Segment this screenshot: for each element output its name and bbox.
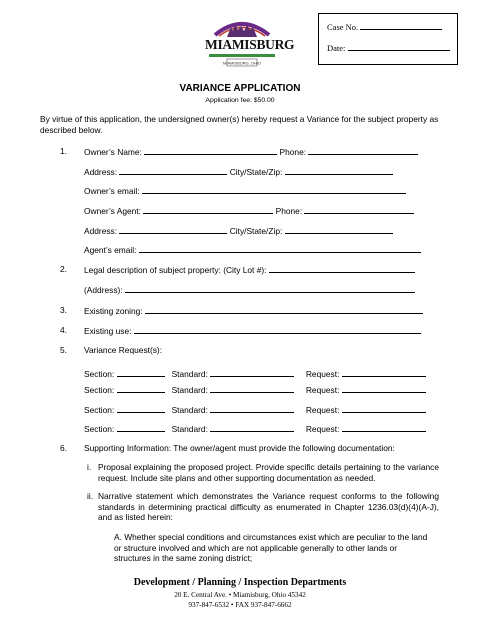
owner-phone-label: Phone: [279, 147, 307, 157]
standard-field[interactable] [210, 368, 294, 377]
section-field[interactable] [117, 423, 165, 432]
owner-email-label: Owner’s email: [84, 186, 140, 196]
case-number-field[interactable] [360, 20, 442, 30]
section-label: Section: [84, 424, 115, 434]
agent-address-label: Address: [84, 226, 118, 236]
agent-city-field[interactable] [285, 225, 393, 234]
legal-description-label: Legal description of subject property: (City Lot #): [84, 265, 267, 275]
existing-zoning-field[interactable] [145, 305, 423, 314]
owner-address-label: Address: [84, 167, 118, 177]
standard-field[interactable] [210, 404, 294, 413]
supporting-heading: Supporting Information: The owner/agent must provide the following documentation: [84, 443, 395, 453]
owner-email-field[interactable] [142, 185, 406, 194]
owner-agent-field[interactable] [143, 205, 273, 214]
agent-address-row [84, 225, 393, 236]
request-field[interactable] [342, 368, 426, 377]
agent-row [84, 205, 414, 216]
item-number-5: 5. [60, 345, 67, 355]
standard-label: Standard: [171, 385, 208, 395]
owner-agent-label: Owner’s Agent: [84, 206, 141, 216]
standard-a-text: A. Whether special conditions and circumstances exist which are peculiar to the land or structure involved and which are not applicable generally to other lands or structures in the same zoning district; [114, 532, 428, 563]
standard-field[interactable] [210, 423, 294, 432]
variance-row [84, 404, 426, 415]
sub-item-ii-text: Narrative statement which demonstrates the Variance request conforms to the following standards in determining practical difficulty as enumerated in Chapter 1236.03(d)(4)(A-J), and as listed herein: [98, 491, 439, 522]
request-label: Request: [305, 424, 340, 434]
application-fee: Application fee: $50.00 [205, 97, 275, 104]
agent-address-field[interactable] [119, 225, 227, 234]
case-info-box [318, 13, 458, 65]
standard-label: Standard: [171, 405, 208, 415]
request-field[interactable] [342, 404, 426, 413]
property-address-row [84, 284, 415, 295]
sub-item-ii-number: ii. [87, 491, 94, 501]
owner-city-field[interactable] [285, 166, 393, 175]
request-field[interactable] [342, 384, 426, 393]
agent-email-field[interactable] [139, 244, 421, 253]
owner-phone-field[interactable] [308, 146, 418, 155]
footer-phone-fax: 937-847-6532 • FAX 937-847-6662 [188, 601, 292, 609]
case-number-label: Case No. [327, 22, 359, 32]
item-number-2: 2. [60, 264, 67, 274]
city-lot-field[interactable] [269, 264, 415, 273]
owner-name-label: Owner’s Name: [84, 147, 142, 157]
variance-row [84, 368, 426, 379]
date-label: Date: [327, 43, 346, 53]
miamisburg-logo [205, 15, 295, 69]
existing-zoning-label: Existing zoning: [84, 306, 143, 316]
owner-address-field[interactable] [119, 166, 227, 175]
property-address-field[interactable] [125, 284, 415, 293]
section-label: Section: [84, 405, 115, 415]
section-field[interactable] [117, 404, 165, 413]
existing-use-label: Existing use: [84, 326, 132, 336]
owner-name-row [84, 146, 418, 157]
sub-item-i-number: i. [87, 462, 92, 472]
variance-requests-label: Variance Request(s): [84, 345, 163, 355]
property-address-label: (Address): [84, 285, 123, 295]
logo-green-band [209, 54, 275, 57]
footer-address: 20 E. Central Ave. • Miamisburg, Ohio 45342 [174, 591, 306, 599]
existing-zoning-row [84, 305, 423, 316]
logo-text: MIAMISBURG [205, 37, 295, 52]
section-field[interactable] [117, 384, 165, 393]
request-label: Request: [305, 405, 340, 415]
owner-city-label: City/State/Zip: [229, 167, 283, 177]
existing-use-row [84, 325, 421, 336]
section-label: Section: [84, 385, 115, 395]
standard-field[interactable] [210, 384, 294, 393]
date-row [327, 41, 450, 53]
item-number-1: 1. [60, 146, 67, 156]
existing-use-field[interactable] [134, 325, 421, 334]
footer-departments: Development / Planning / Inspection Departments [133, 577, 347, 588]
case-number-row [327, 20, 442, 32]
request-label: Request: [305, 385, 340, 395]
variance-row [84, 423, 426, 434]
intro-paragraph: By virtue of this application, the undersigned owner(s) hereby request a Variance for the subject property as described below. [40, 114, 439, 135]
section-label: Section: [84, 369, 115, 379]
owner-email-row [84, 185, 406, 196]
page-title: VARIANCE APPLICATION [179, 83, 301, 94]
agent-email-row [84, 244, 421, 255]
legal-description-row [84, 264, 415, 275]
standard-label: Standard: [171, 424, 208, 434]
svg-text:MIAMISBURG, OHIO: MIAMISBURG, OHIO [222, 60, 262, 66]
owner-name-field[interactable] [144, 146, 277, 155]
date-field[interactable] [348, 41, 450, 51]
request-field[interactable] [342, 423, 426, 432]
item-number-3: 3. [60, 305, 67, 315]
section-field[interactable] [117, 368, 165, 377]
sub-item-i-text: Proposal explaining the proposed project. Provide specific details pertaining to the variance request. Include site plans and other supporting documentation as needed. [98, 462, 439, 483]
agent-phone-label: Phone: [275, 206, 303, 216]
standard-label: Standard: [171, 369, 208, 379]
agent-city-label: City/State/Zip: [229, 226, 283, 236]
owner-address-row [84, 166, 393, 177]
variance-row [84, 384, 426, 395]
item-number-4: 4. [60, 325, 67, 335]
item-number-6: 6. [60, 443, 67, 453]
agent-phone-field[interactable] [304, 205, 414, 214]
agent-email-label: Agent’s email: [84, 245, 137, 255]
request-label: Request: [305, 369, 340, 379]
